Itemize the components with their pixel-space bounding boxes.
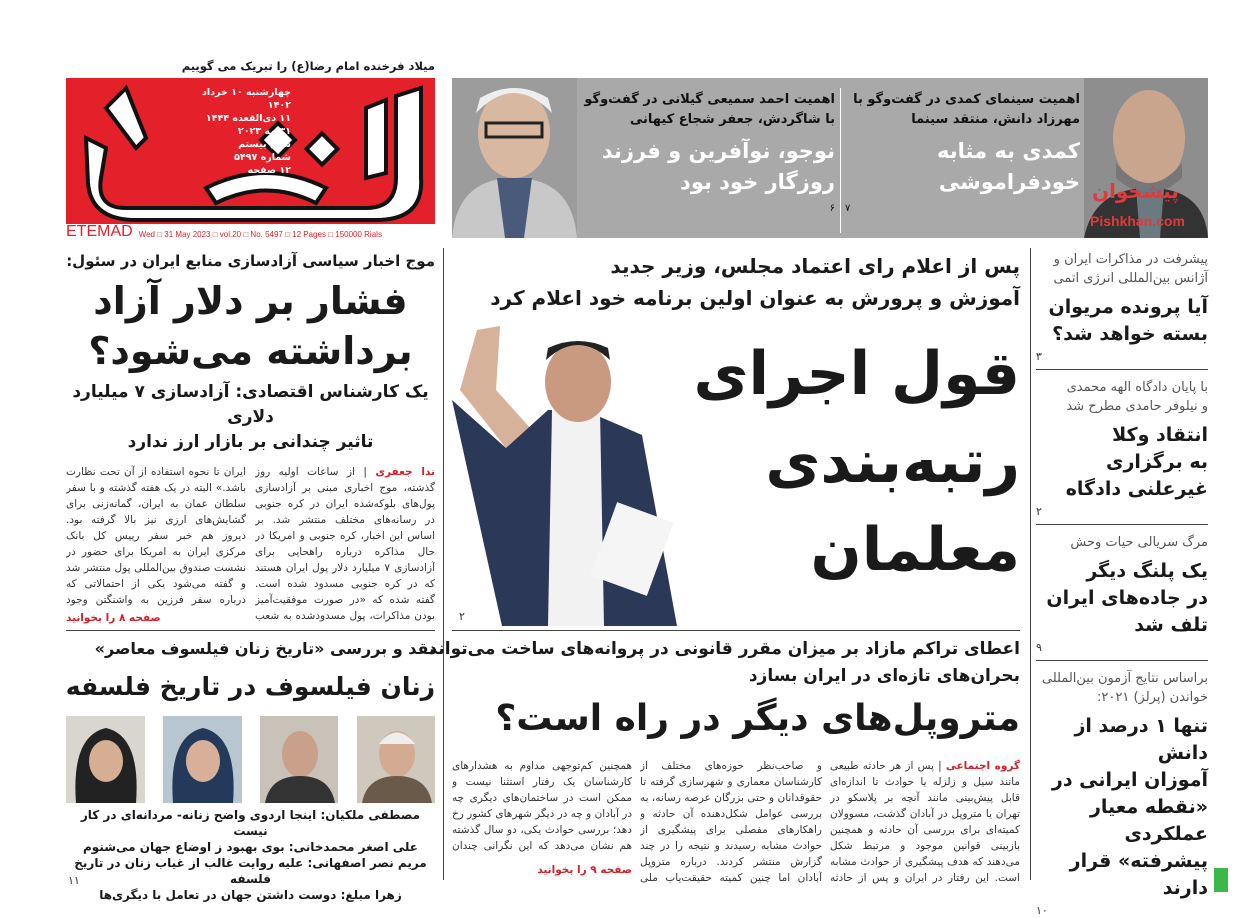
item-kicker: آژانس بین‌المللی انرژی اتمی: [1053, 271, 1208, 286]
left-kicker: موج اخبار سیاسی آزادسازی منابع ایران در سئول:: [66, 252, 435, 270]
right-item-lawyers[interactable]: [1036, 378, 1208, 519]
pishkhan-url[interactable]: Pishkhan.com: [1090, 213, 1185, 229]
item-kicker: و نیلوفر حامدی مطرح شد: [1066, 399, 1208, 414]
review-title[interactable]: زنان فیلسوف در تاریخ فلسفه: [65, 672, 435, 701]
date-persian: چهارشنبه ۱۰ خرداد ۱۴۰۲: [201, 87, 291, 111]
item-title: در جاده‌های ایران: [1046, 587, 1208, 609]
greeting-line: میلاد فرخنده امام رضا(ع) را تبریک می گوییم: [181, 59, 435, 73]
headline-line: برداشته می‌شود؟: [88, 329, 413, 373]
item-kicker: پیشرفت در مذاکرات ایران و: [1053, 252, 1208, 267]
kicker-line: پس از اعلام رای اعتماد مجلس، وزیر جدید: [610, 254, 1020, 278]
center-kicker: [452, 250, 1020, 314]
caption: مریم نصر اصفهانی: علیه روایت غالب از غیاب زنان در تاریخ فلسفه: [74, 856, 427, 886]
minister-photo: [452, 320, 700, 626]
item-title: تلف شد: [1134, 614, 1208, 636]
caption: مصطفی ملکیان: اینجا اردوی واضح زنانه- مردانه‌ای در کار نیست: [80, 808, 421, 838]
page-number: ۶: [829, 203, 835, 214]
item-title: «نقطه معیار عملکردی: [1089, 796, 1208, 845]
page-number: ۱۱: [68, 874, 80, 887]
page-number: ۳: [1036, 350, 1042, 363]
read-more-link[interactable]: صفحه ۹ را بخوانید: [537, 864, 632, 876]
item-kicker: براساس نتایج آزمون بین‌المللی: [1041, 671, 1208, 686]
center-body-col1: گروه اجتماعی | پس از هر حادثه طبیعی مانند سیل و زلزله یا حوادث تا اندازه‌ای قابل پیش‌بینی مانند آنچه بر پلاسکو در تهران یا متروپل در آبادان گذشت، مسوولان کمیته‌ای برای بررسی آن حادثه و همچنین بازبینی قوانین موجود و مرتبط شکل می‌دهند که هدف پیشگیری از حوادث مشابه است. این رفتار در ایران و پس از حادثه: [830, 758, 1020, 886]
center-body-col3: همچنین کم‌توجهی مداوم به هشدارهای کارشناسان یک رفتار استثنا نیست و ممکن است در ساختمان‌های دیگری چه در آبادان و چه در دیگر شهرهای کشور رخ دهد؛ بررسی حوادث یکی، دو سال گذشته هم نشان می‌دهد که این نگرانی چندان: [452, 760, 632, 852]
green-corner-marker: [1214, 868, 1228, 892]
latin-name: ETEMAD: [66, 223, 133, 240]
date-hijri: ۱۱ ذی‌القعده ۱۴۴۴: [205, 113, 291, 124]
price: ۱۵۰۰۰ تومان: [231, 178, 291, 189]
right-item-pirls[interactable]: [1036, 669, 1208, 918]
center-subheadline: [428, 636, 1020, 690]
page-number: ۲: [459, 610, 465, 623]
banner-right-title: خودفراموشی: [938, 170, 1080, 194]
item-title: انتقاد وکلا: [1112, 424, 1208, 446]
pishkhan-watermark: پیشخوان: [1092, 179, 1179, 203]
issue-number: شماره ۵۴۹۷: [234, 152, 291, 163]
banner-left-title: روزگار خود بود: [680, 170, 835, 194]
right-item-marivan[interactable]: [1036, 250, 1208, 364]
center-main-headline[interactable]: [693, 330, 1020, 594]
headline-line: رتبه‌بندی: [765, 427, 1020, 497]
byline: ندا جعفری: [375, 466, 435, 478]
portrait-photo-samiee-gilani: [452, 78, 577, 238]
left-body-col2: ایران تا نحوه استفاده از آن تحت نظارت باشد.» البته در یک هفته گذشته و با سفر سلطان عمان به ایران، گمانه‌زنی برای گشایش‌های ارزی نیز بالا گرفته بود. دیروز هم خبر سفر رییس کل بانک مرکزی ایران به امریکا برای حضور در نشست صندوق بین‌المللی پول منتشر شد و گفته می‌شود یکی از احتمالاتی که درباره سفر فرزین به واشنگتن وجود: [66, 466, 246, 606]
left-headline[interactable]: [66, 276, 435, 376]
banner-right-title: کمدی به مثابه: [937, 139, 1080, 163]
center-body-col2: و صاحب‌نظر حوزه‌های مختلف از کارشناسان معماری و شهرسازی گرفته تا حقوقدانان و حتی بزرگان عرصه رسانه، به بررسی عوامل شکل‌دهنده آن حادثه و راهکارهای مفصلی برای پیشگیری از حوادث مشابه رسیدند و نتیجه را در چند گزارش منتشر کردند. درباره متروپل آبادان اما چنین کمیته حقیقت‌یاب ملی: [640, 760, 822, 884]
page-number: ۱۰: [1036, 904, 1048, 917]
caption: زهرا مبلغ: دوست داشتن جهان در تعامل با دیگری‌ها: [99, 888, 402, 902]
masthead-logo: [66, 78, 435, 224]
byline: گروه اجتماعی: [945, 760, 1020, 772]
volume: سال بیستم: [238, 139, 291, 150]
item-title: پیشرفته» قرار دارند: [1069, 850, 1208, 899]
left-subheadline: [66, 380, 435, 455]
subheadline-line: یک کارشناس اقتصادی: آزادسازی ۷ میلیارد دلاری: [72, 382, 429, 427]
date-gregorian: ۳۱ مه ۲۰۲۳: [237, 126, 291, 137]
metropol-headline[interactable]: متروپل‌های دیگر در راه است؟: [495, 698, 1020, 739]
headline-line: فشار بر دلار آزاد: [93, 279, 408, 323]
subheadline-line: بحران‌های تازه‌ای در ایران بسازد: [748, 666, 1020, 686]
page-count: ۱۲ صفحه: [247, 165, 291, 176]
portrait-maryam-nasr-esfahani: [163, 716, 242, 803]
photo-captions: [66, 807, 435, 903]
item-kicker: مرگ سریالی حیات وحش: [1070, 535, 1208, 550]
kicker-line: آموزش و پرورش به عنوان اولین برنامه خود اعلام کرد: [490, 286, 1020, 310]
issue-info-line: Wed □ 31 May 2023 □ vol.20 □ No. 5497 □ 12 Pages □ 150000 Rials: [138, 230, 382, 239]
portrait-ali-asghar-mohammadkhani: [260, 716, 338, 803]
item-title: آموزان ایرانی در: [1051, 769, 1208, 791]
item-title: تنها ۱ درصد از دانش: [1074, 715, 1208, 764]
right-item-leopard[interactable]: [1036, 533, 1208, 655]
subheadline-line: تاثیر چندانی بر بازار ارز ندارد: [127, 432, 374, 452]
item-title: آیا پرونده مریوان: [1048, 296, 1208, 318]
banner-right-kicker: مهرزاد دانش، منتقد سینما: [911, 112, 1080, 127]
banner-left-kicker: اهمیت احمد سمیعی گیلانی در گفت‌وگو: [584, 92, 835, 107]
item-title: بسته خواهد شد؟: [1052, 323, 1208, 345]
page-number: ۷: [845, 203, 851, 214]
item-kicker: با پایان دادگاه الهه محمدی: [1066, 380, 1208, 395]
subheadline-line: اعطای تراکم مازاد بر میزان مقرر قانونی در پروانه‌های ساخت می‌تواند: [428, 639, 1020, 659]
banner-left-title: نوجو، نوآفرین و فرزند: [601, 139, 835, 163]
item-kicker: خواندن (پرلز) ۲۰۲۱:: [1096, 690, 1208, 705]
headline-line: قول اجرای: [693, 339, 1020, 409]
headline-line: معلمان: [810, 515, 1020, 585]
review-kicker: نقد و بررسی «تاریخ زنان فیلسوف معاصر»: [94, 639, 435, 658]
body-text: پس از هر حادثه طبیعی مانند سیل و زلزله یا حوادث تا اندازه‌ای قابل پیش‌بینی مانند آنچه بر پلاسکو در تهران یا متروپل در آبادان گذشت، مسوولان کمیته‌ای برای بررسی آن حادثه و همچنین بازبینی قوانین موجود و مرتبط شکل می‌دهند که هدف پیشگیری از حوادث مشابه است. این رفتار در ایران و پس از حادثه: [830, 760, 1020, 884]
portrait-zahra-mobalegh: [66, 716, 145, 803]
page-number: ۹: [1036, 641, 1042, 654]
left-body-col1: ندا جعفری | از ساعات اولیه روز گذشته، موج اخباری مبنی بر آزادسازی پول‌های بلوکه‌شده ایران در کره جنوبی در رسانه‌های مختلف منتشر شد. بر اساس این اخبار، کره جنوبی و امریکا در حال مذاکره درباره راهحایی برای آزادسازی ۷ میلیارد دلار پول ایران هستند که در کره جنوبی مسدود شده است. گفته شده که «در صورت موفقیت‌آمیز بودن مذاکرات، پول مسدودشده به شعب: [255, 464, 435, 624]
item-title: به برگزاری: [1106, 451, 1208, 473]
body-text: از ساعات اولیه روز گذشته، موج اخباری مبنی بر آزادسازی پول‌های بلوکه‌شده ایران در کره جنوبی در رسانه‌های مختلف منتشر شد. بر اساس این اخبار، کره جنوبی و امریکا در حال مذاکره درباره راهحایی برای آزادسازی ۷ میلیارد دلار پول ایران هستند که در کره جنوبی مسدود شده است. گفته شده که «در صورت موفقیت‌آمیز بودن مذاکرات، پول مسدودشده به شعب: [255, 466, 435, 622]
right-column: [1036, 250, 1208, 918]
read-more-link[interactable]: صفحه ۸ را بخوانید: [66, 612, 161, 624]
portrait-mostafa-malekian: [357, 716, 435, 803]
page-number: ۲: [1036, 505, 1042, 518]
caption: علی اصغر محمدخانی: بوی بهبود ز اوضاع جهان می‌شنوم: [83, 840, 418, 854]
banner-left-kicker: با شاگردش، جعفر شجاع کیهانی: [629, 112, 835, 127]
banner-right-kicker: اهمیت سینمای کمدی در گفت‌وگو با: [853, 92, 1080, 107]
item-title: یک پلنگ دیگر: [1086, 560, 1208, 582]
item-title: غیرعلنی دادگاه: [1065, 478, 1208, 500]
